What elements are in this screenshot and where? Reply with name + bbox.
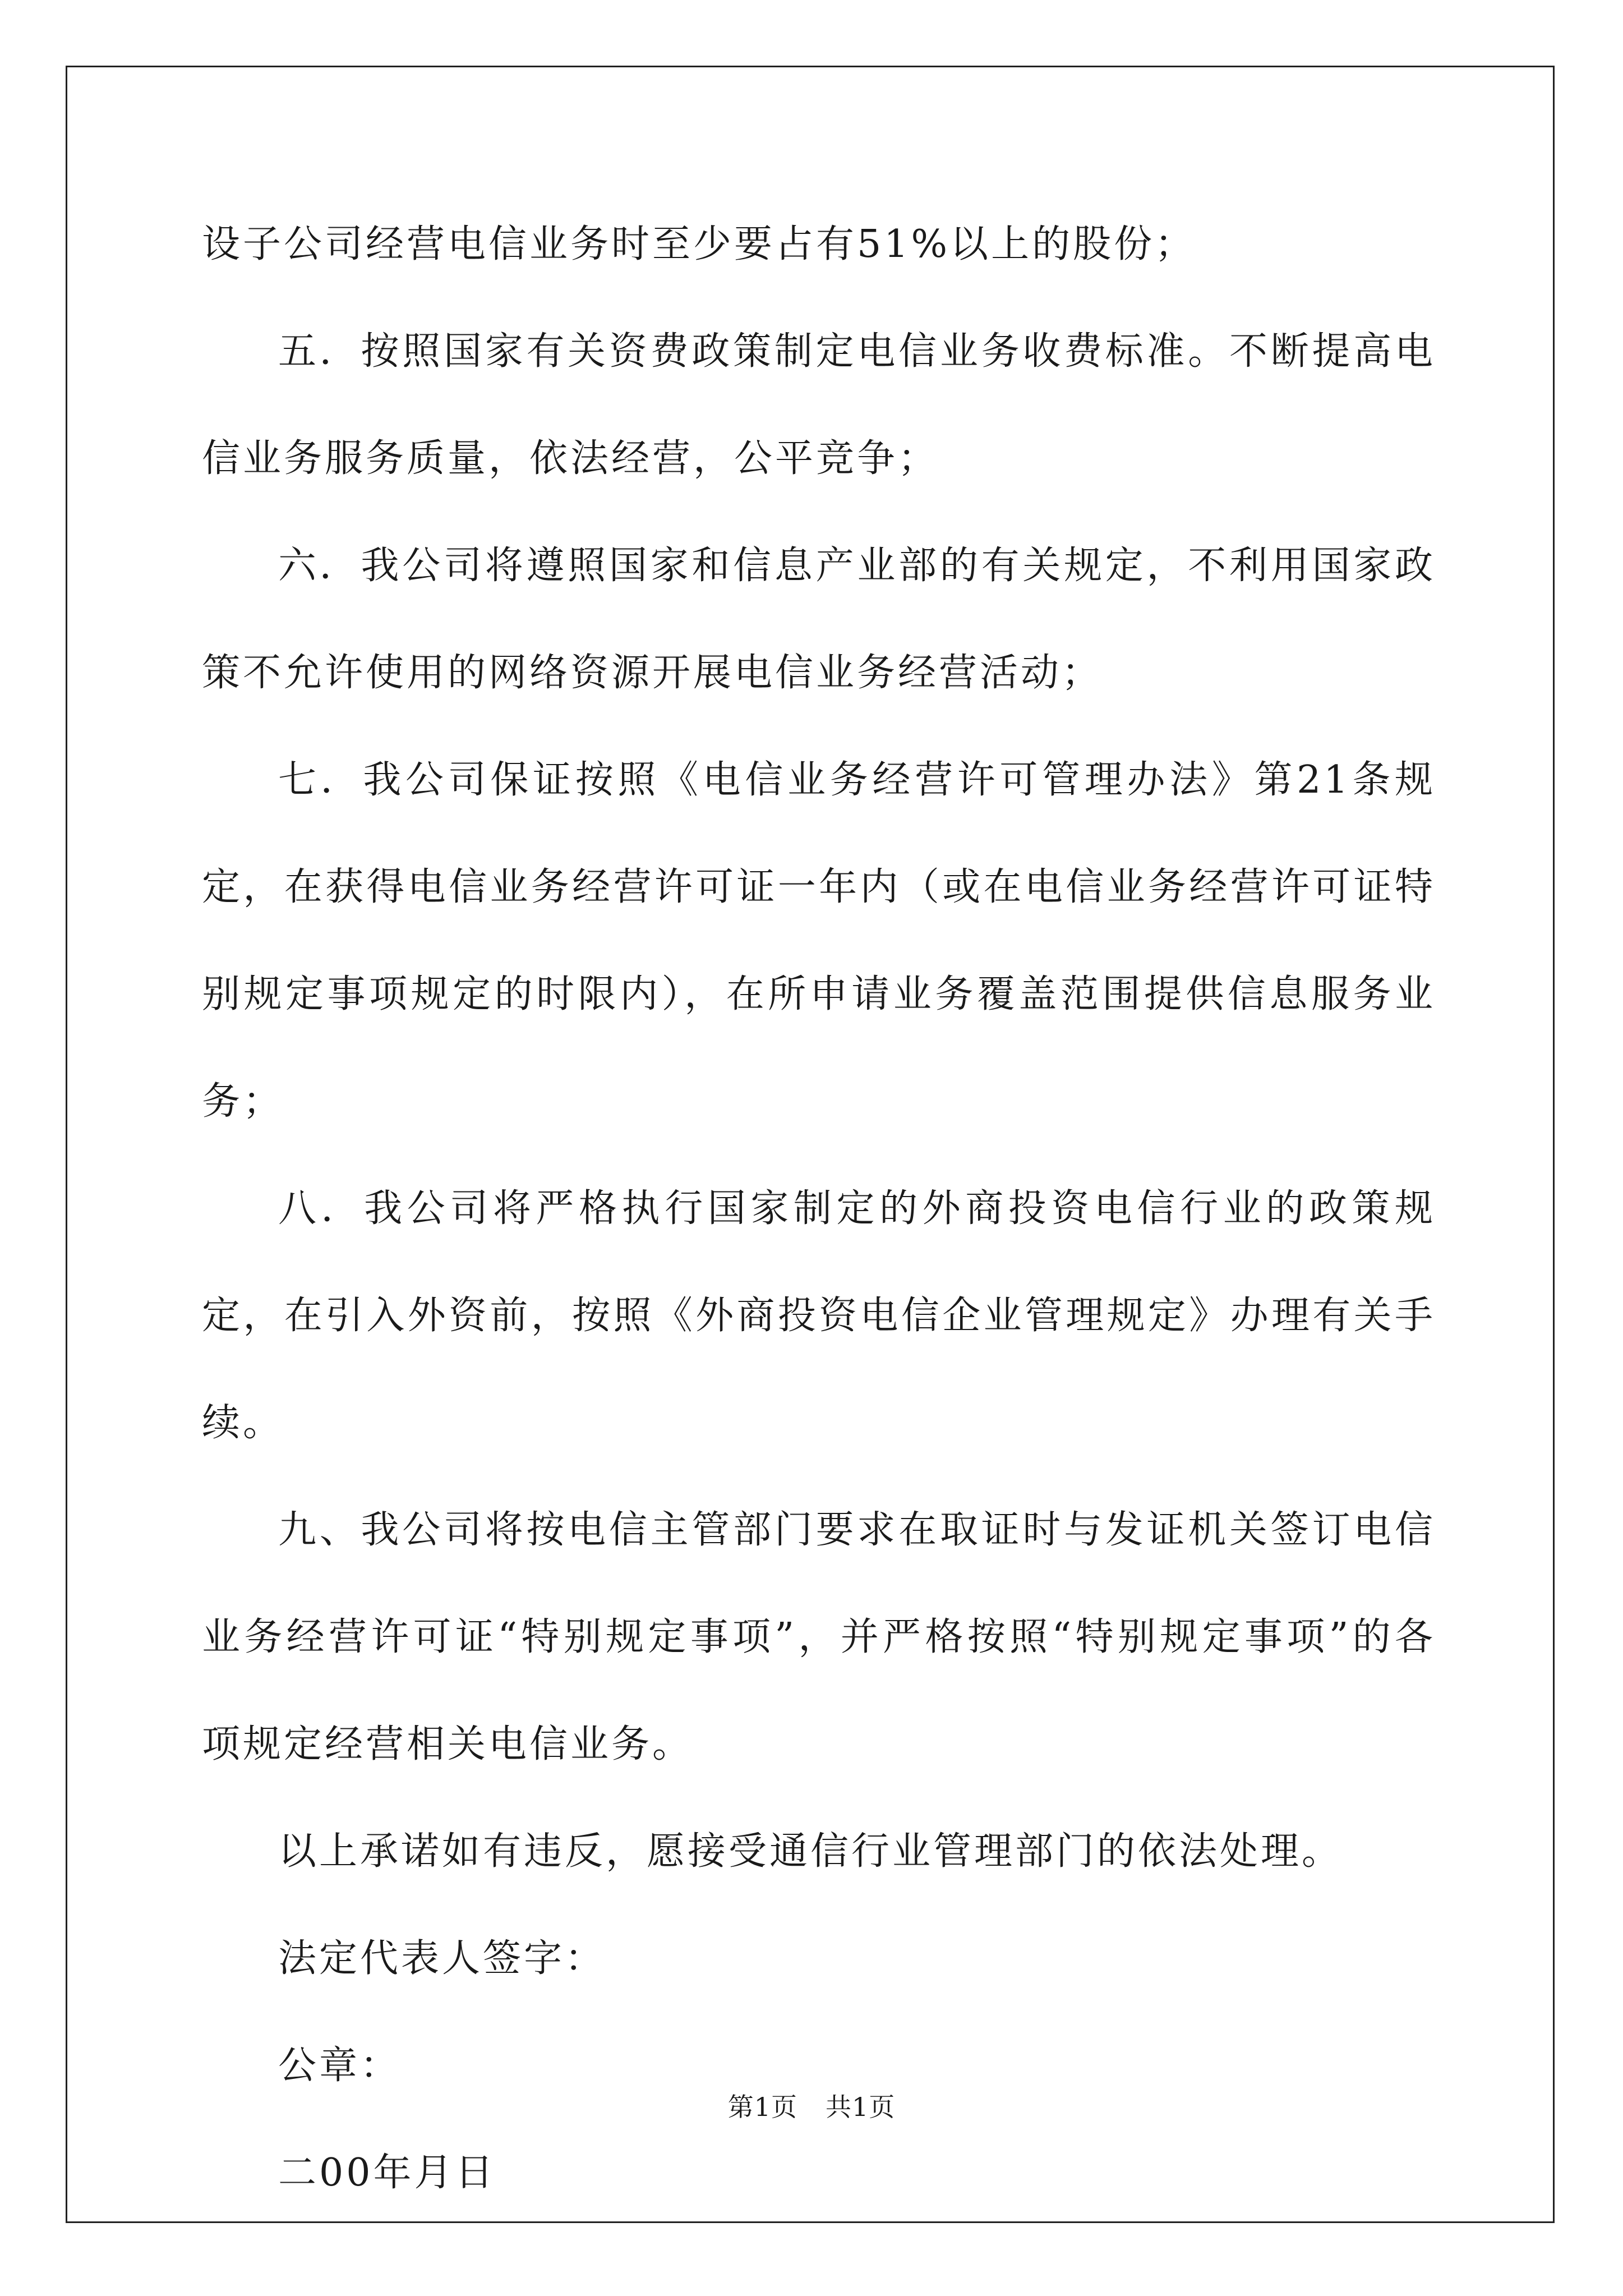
paragraph-continuation: 设子公司经营电信业务时至少要占有51%以上的股份； [202, 222, 1196, 266]
date-line: 二00年月日 [278, 2151, 496, 2195]
page-number: 第1页 [727, 2092, 797, 2122]
paragraph-item-9: 九、我公司将按电信主管部门要求在取证时与发证机关签订电信业务经营许可证“特别规定事项”，并严格按照“特别规定事项”的各项规定经营相关电信业务。 [202, 1508, 1436, 1766]
page-footer [0, 2087, 1623, 2124]
paragraph-item-8: 八．我公司将严格执行国家制定的外商投资电信行业的政策规定，在引入外资前，按照《外商投资电信企业管理规定》办理有关手续。 [202, 1186, 1436, 1445]
legal-representative-signature-line: 法定代表人签字： [278, 1936, 606, 1981]
paragraph-item-6: 六．我公司将遵照国家和信息产业部的有关规定，不利用国家政策不允许使用的网络资源开展电信业务经营活动； [202, 544, 1436, 695]
paragraph-commitment: 以上承诺如有违反，愿接受通信行业管理部门的依法处理。 [278, 1829, 1343, 1874]
page-total: 共1页 [826, 2092, 896, 2122]
paragraph-item-5: 五．按照国家有关资费政策制定电信业务收费标准。不断提高电信业务服务质量，依法经营，公平竞争； [202, 329, 1436, 481]
paragraph-item-7: 七．我公司保证按照《电信业务经营许可管理办法》第21条规定，在获得电信业务经营许可证一年内（或在电信业务经营许可证特别规定事项规定的时限内），在所申请业务覆盖范围提供信息服务业务； [202, 758, 1436, 1124]
document-body [202, 191, 1436, 2226]
official-seal-line: 公章： [278, 2044, 402, 2088]
